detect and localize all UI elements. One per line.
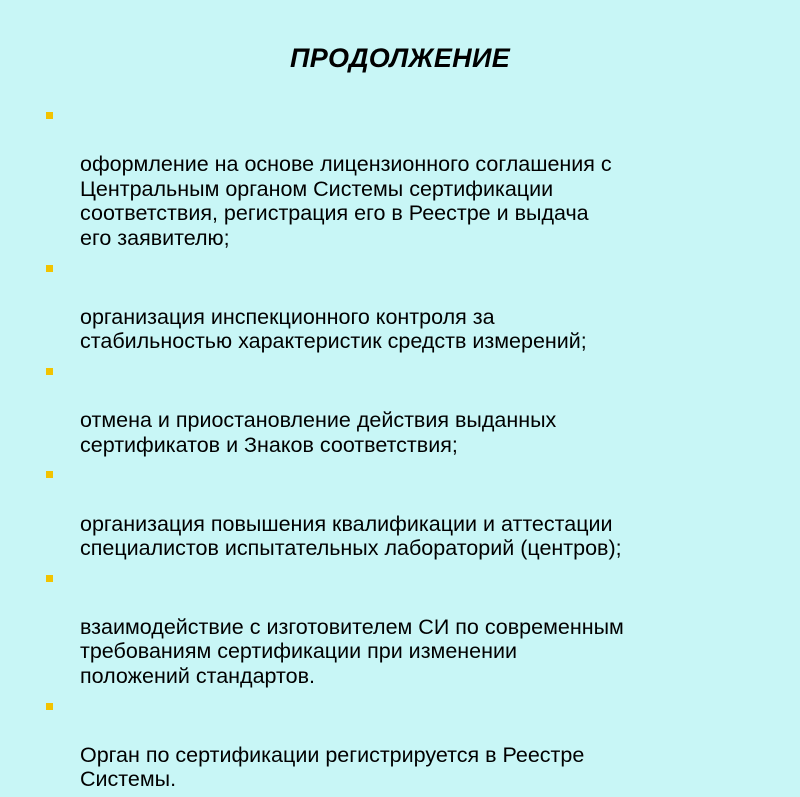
bullet-item [46,256,766,354]
bullet-item [46,566,766,689]
square-bullet-icon [46,575,53,582]
bullet-text: отмена и приостановление действия выданных сертификатов и Знаков соответствия; [80,408,557,457]
bullet-text: Орган по сертификации регистрируется в Реестре Системы. [80,742,585,792]
bullet-text: организация повышения квалификации и аттестации специалистов испытательных лабораторий (центров); [80,511,622,561]
bullet-list [46,103,766,797]
bullet-text: организация инспекционного контроля за стабильностью характеристик средств измерений; [80,304,587,354]
bullet-item [46,103,766,251]
slide-title: ПРОДОЛЖЕНИЕ [289,43,511,73]
square-bullet-icon [46,112,53,119]
bullet-item [46,359,766,457]
bullet-item [46,694,766,792]
square-bullet-icon [46,368,53,375]
square-bullet-icon [46,265,53,272]
square-bullet-icon [46,471,53,478]
square-bullet-icon [46,703,53,710]
bullet-text: взаимодействие с изготовителем СИ по современным требованиям сертификации при изменении положений стандартов. [80,614,624,689]
bullet-text: оформление на основе лицензионного соглашения с Центральным органом Системы сертификации соответствия, регистрация его в Реестре и выдача его заявителю; [80,152,612,250]
bullet-item [46,462,766,560]
